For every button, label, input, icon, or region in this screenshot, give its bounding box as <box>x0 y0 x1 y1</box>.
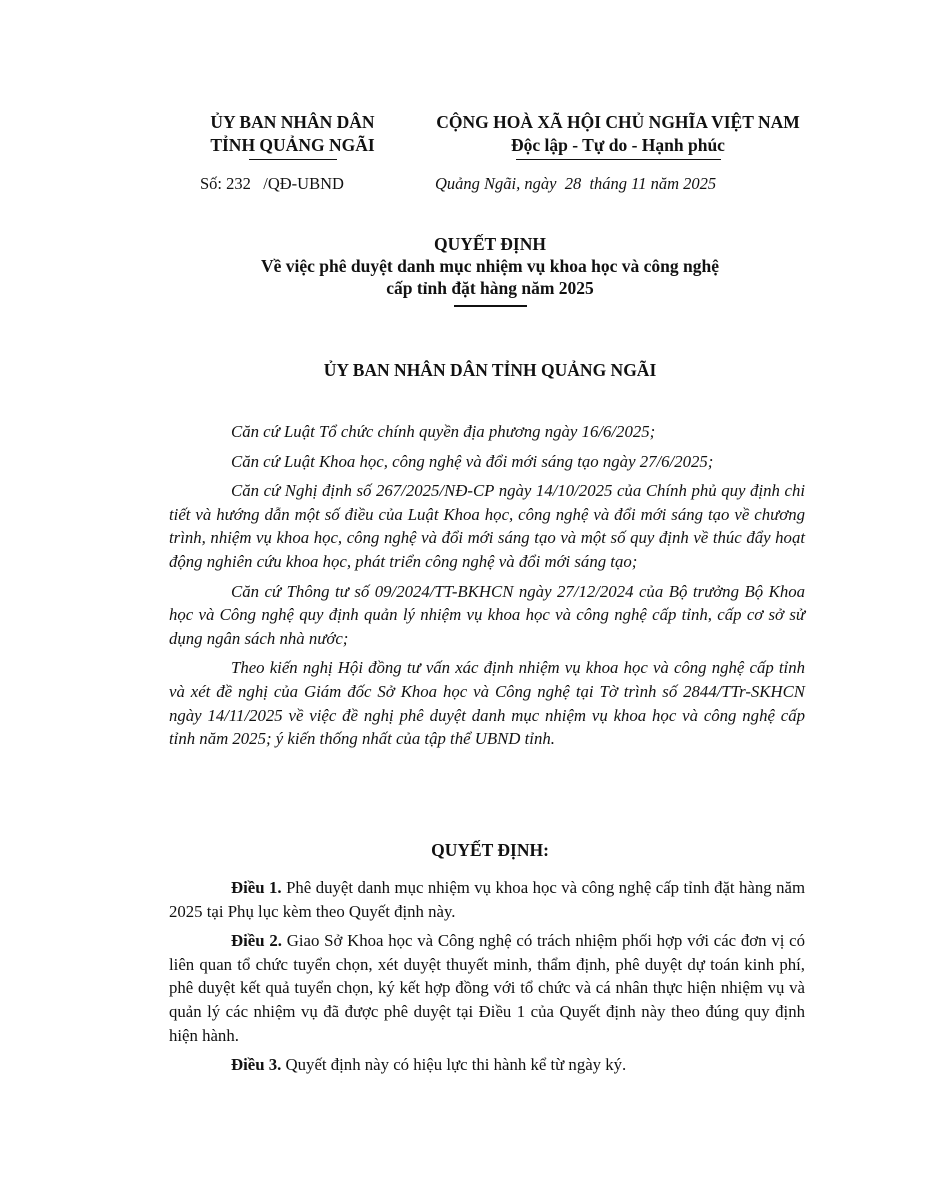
motto: Độc lập - Tự do - Hạnh phúc <box>511 135 725 155</box>
country-name: CỘNG HOÀ XÃ HỘI CHỦ NGHĨA VIỆT NAM <box>436 112 800 132</box>
document-number: Số: 232 /QĐ-UBND <box>200 174 344 193</box>
legal-basis-item: Căn cứ Luật Khoa học, công nghệ và đổi mới sáng tạo ngày 27/6/2025; <box>231 451 714 471</box>
issuing-authority-block <box>190 111 395 160</box>
article-1 <box>169 876 805 923</box>
article-text: Quyết định này có hiệu lực thi hành kể từ ngày ký. <box>281 1055 627 1075</box>
article-3 <box>169 1053 805 1077</box>
article-label: Điều 1. <box>231 878 282 897</box>
legal-basis-item: Theo kiến nghị Hội đồng tư vấn xác định nhiệm vụ khoa học và công nghệ cấp tỉnh và xét đề nghị của Giám đốc Sở Khoa học và Công nghệ tại Tờ trình số 2844/TTr-SKHCN ngày 14/11/2025 về việc đề nghị phê duyệt danh mục nhiệm vụ khoa học và công nghệ cấp tỉnh năm 2025; ý kiến thống nhất của tập thể UBND tỉnh. <box>169 658 805 749</box>
article-label: Điều 2. <box>231 931 282 951</box>
place-date: Quảng Ngãi, ngày 28 tháng 11 năm 2025 <box>435 174 717 193</box>
authority-line-1: ỦY BAN NHÂN DÂN <box>210 112 375 132</box>
legal-basis-item: Căn cứ Luật Tổ chức chính quyền địa phương ngày 16/6/2025; <box>231 422 656 441</box>
document-title-block <box>150 233 830 307</box>
legal-basis-item: Căn cứ Nghị định số 267/2025/NĐ-CP ngày 14/10/2025 của Chính phủ quy định chi tiết và hướng dẫn một số điều của Luật Khoa học, công nghệ và đổi mới sáng tạo về chương trình, nhiệm vụ khoa học, công nghệ và đổi mới sáng tạo và một số quy định về thúc đẩy hoạt động nghiên cứu khoa học, phát triển công nghệ và đổi mới sáng tạo; <box>169 481 805 571</box>
articles <box>169 876 805 1083</box>
document-subject-line-2: cấp tỉnh đặt hàng năm 2025 <box>386 278 594 298</box>
title-rule <box>454 305 527 307</box>
motto-underline <box>516 159 721 160</box>
document-subject-line-1: Về việc phê duyệt danh mục nhiệm vụ khoa học và công nghệ <box>261 256 719 276</box>
decision-heading: QUYẾT ĐỊNH: <box>431 840 549 860</box>
document-title: QUYẾT ĐỊNH <box>434 234 546 254</box>
authority-line-2: TỈNH QUẢNG NGÃI <box>210 135 375 155</box>
article-2 <box>169 929 805 1047</box>
article-label: Điều 3. <box>231 1055 282 1075</box>
national-heading-block <box>408 111 828 160</box>
legal-bases <box>169 420 805 757</box>
article-text: Giao Sở Khoa học và Công nghệ có trách nhiệm phối hợp với các đơn vị có liên quan tổ chức tuyển chọn, xét duyệt thuyết minh, thẩm định, phê duyệt dự toán kinh phí, phê duyệt kết quả tuyển chọn, ký kết hợp đồng với tổ chức và cá nhân thực hiện nhiệm vụ và quản lý các nhiệm vụ đã được phê duyệt tại Điều 1 của Quyết định này theo đúng quy định hiện hành. <box>169 931 806 1045</box>
authority-underline <box>249 159 337 160</box>
issuer-heading: ỦY BAN NHÂN DÂN TỈNH QUẢNG NGÃI <box>323 360 657 380</box>
article-text: Phê duyệt danh mục nhiệm vụ khoa học và công nghệ cấp tỉnh đặt hàng năm 2025 tại Phụ lục kèm theo Quyết định này. <box>169 878 805 921</box>
legal-basis-item: Căn cứ Thông tư số 09/2024/TT-BKHCN ngày 27/12/2024 của Bộ trưởng Bộ Khoa học và Công nghệ quy định quản lý nhiệm vụ khoa học và công nghệ cấp tỉnh, cấp cơ sở sử dụng ngân sách nhà nước; <box>169 581 805 648</box>
